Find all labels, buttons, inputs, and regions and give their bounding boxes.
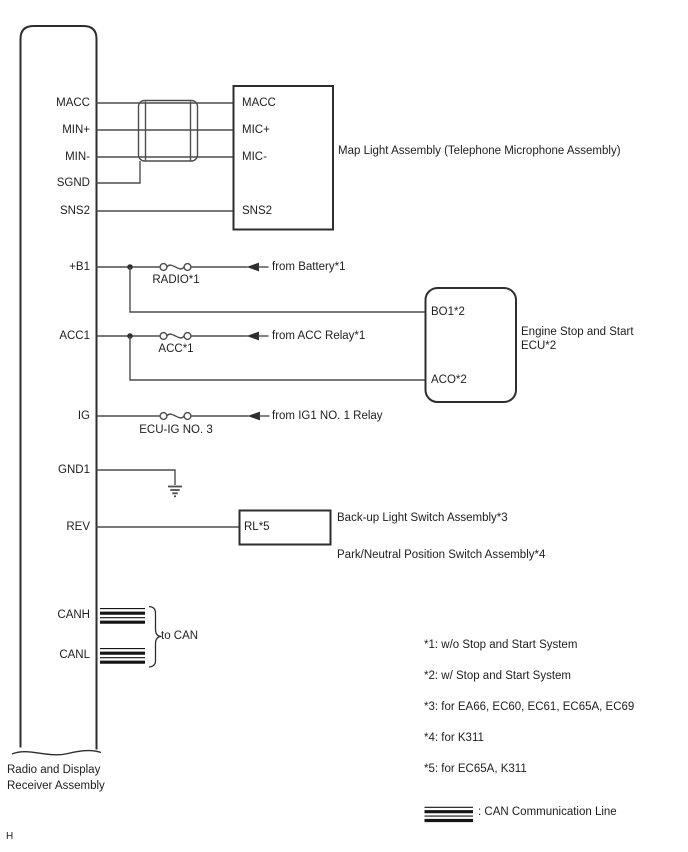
fuse-label-acc: ACC*1	[158, 343, 194, 355]
rl-box-label: RL*5	[244, 521, 270, 533]
pin-sgnd: SGND	[56, 177, 90, 189]
can-line-canl-icon	[100, 649, 145, 663]
ecu-pin-aco: ACO*2	[431, 374, 467, 386]
arrow-left-icon	[248, 412, 270, 421]
pin-canl: CANL	[59, 649, 90, 661]
map-light-assembly-label: Map Light Assembly (Telephone Microphone Assembly)	[338, 145, 621, 157]
main-unit-label-line2: Receiver Assembly	[7, 780, 105, 792]
engine-ecu-label-line2: ECU*2	[521, 340, 557, 352]
source-acc-relay: from ACC Relay*1	[272, 330, 366, 342]
fuse-radio-icon	[160, 264, 191, 271]
backup-light-switch-label: Back-up Light Switch Assembly*3	[337, 512, 508, 524]
park-neutral-switch-label: Park/Neutral Position Switch Assembly*4	[337, 549, 546, 561]
source-battery: from Battery*1	[272, 261, 346, 273]
fuse-label-ecu-ig: ECU-IG NO. 3	[139, 424, 213, 436]
ecu-pin-bo1: BO1*2	[431, 306, 465, 318]
engine-ecu-label	[521, 325, 634, 353]
arrow-left-icon	[247, 332, 269, 341]
map-pin-mic-minus: MIC-	[242, 151, 267, 163]
note-2: *2: w/ Stop and Start System	[424, 670, 572, 682]
ground-icon	[168, 487, 182, 497]
break-wave-icon	[12, 751, 101, 755]
pin-canh: CANH	[57, 609, 90, 621]
brace-icon	[149, 607, 162, 668]
pin-acc1: ACC1	[59, 330, 90, 342]
pin-min-plus: MIN+	[62, 124, 90, 136]
pin-macc: MACC	[56, 97, 90, 109]
pin-gnd1: GND1	[58, 464, 90, 476]
pin-ig: IG	[77, 410, 90, 422]
gnd1-circuit	[97, 470, 183, 496]
to-can-label: to CAN	[161, 630, 199, 642]
pin-b1: +B1	[69, 261, 90, 273]
fuse-ecu-ig-icon	[160, 413, 191, 420]
main-unit-label	[7, 762, 105, 794]
fuse-label-radio: RADIO*1	[152, 274, 200, 286]
mic-wires	[97, 103, 234, 211]
map-pin-sns2: SNS2	[242, 205, 273, 217]
note-4: *4: for K311	[424, 732, 484, 744]
map-pin-macc: MACC	[242, 97, 276, 109]
shield-symbol-icon	[139, 101, 198, 162]
main-unit-label-line1: Radio and Display	[7, 764, 101, 776]
fuse-acc-icon	[160, 333, 191, 340]
pin-rev: REV	[66, 521, 90, 533]
source-ig1-relay: from IG1 NO. 1 Relay	[272, 410, 383, 422]
b1-circuit	[97, 263, 426, 312]
note-5: *5: for EC65A, K311	[424, 763, 527, 775]
ig-circuit	[97, 412, 270, 421]
can-line-canh-icon	[100, 609, 145, 623]
pin-sns2: SNS2	[59, 205, 90, 217]
note-1: *1: w/o Stop and Start System	[424, 639, 578, 651]
engine-ecu-label-line1: Engine Stop and Start	[521, 326, 634, 338]
pin-min-minus: MIN-	[65, 151, 90, 163]
can-legend-icon	[425, 807, 474, 820]
map-pin-mic-plus: MIC+	[242, 124, 270, 136]
can-legend-label: : CAN Communication Line	[478, 806, 617, 818]
arrow-left-icon	[247, 263, 269, 272]
rev-circuit	[97, 511, 331, 545]
note-3: *3: for EA66, EC60, EC61, EC65A, EC69	[424, 701, 635, 713]
page-marker: H	[6, 831, 14, 842]
